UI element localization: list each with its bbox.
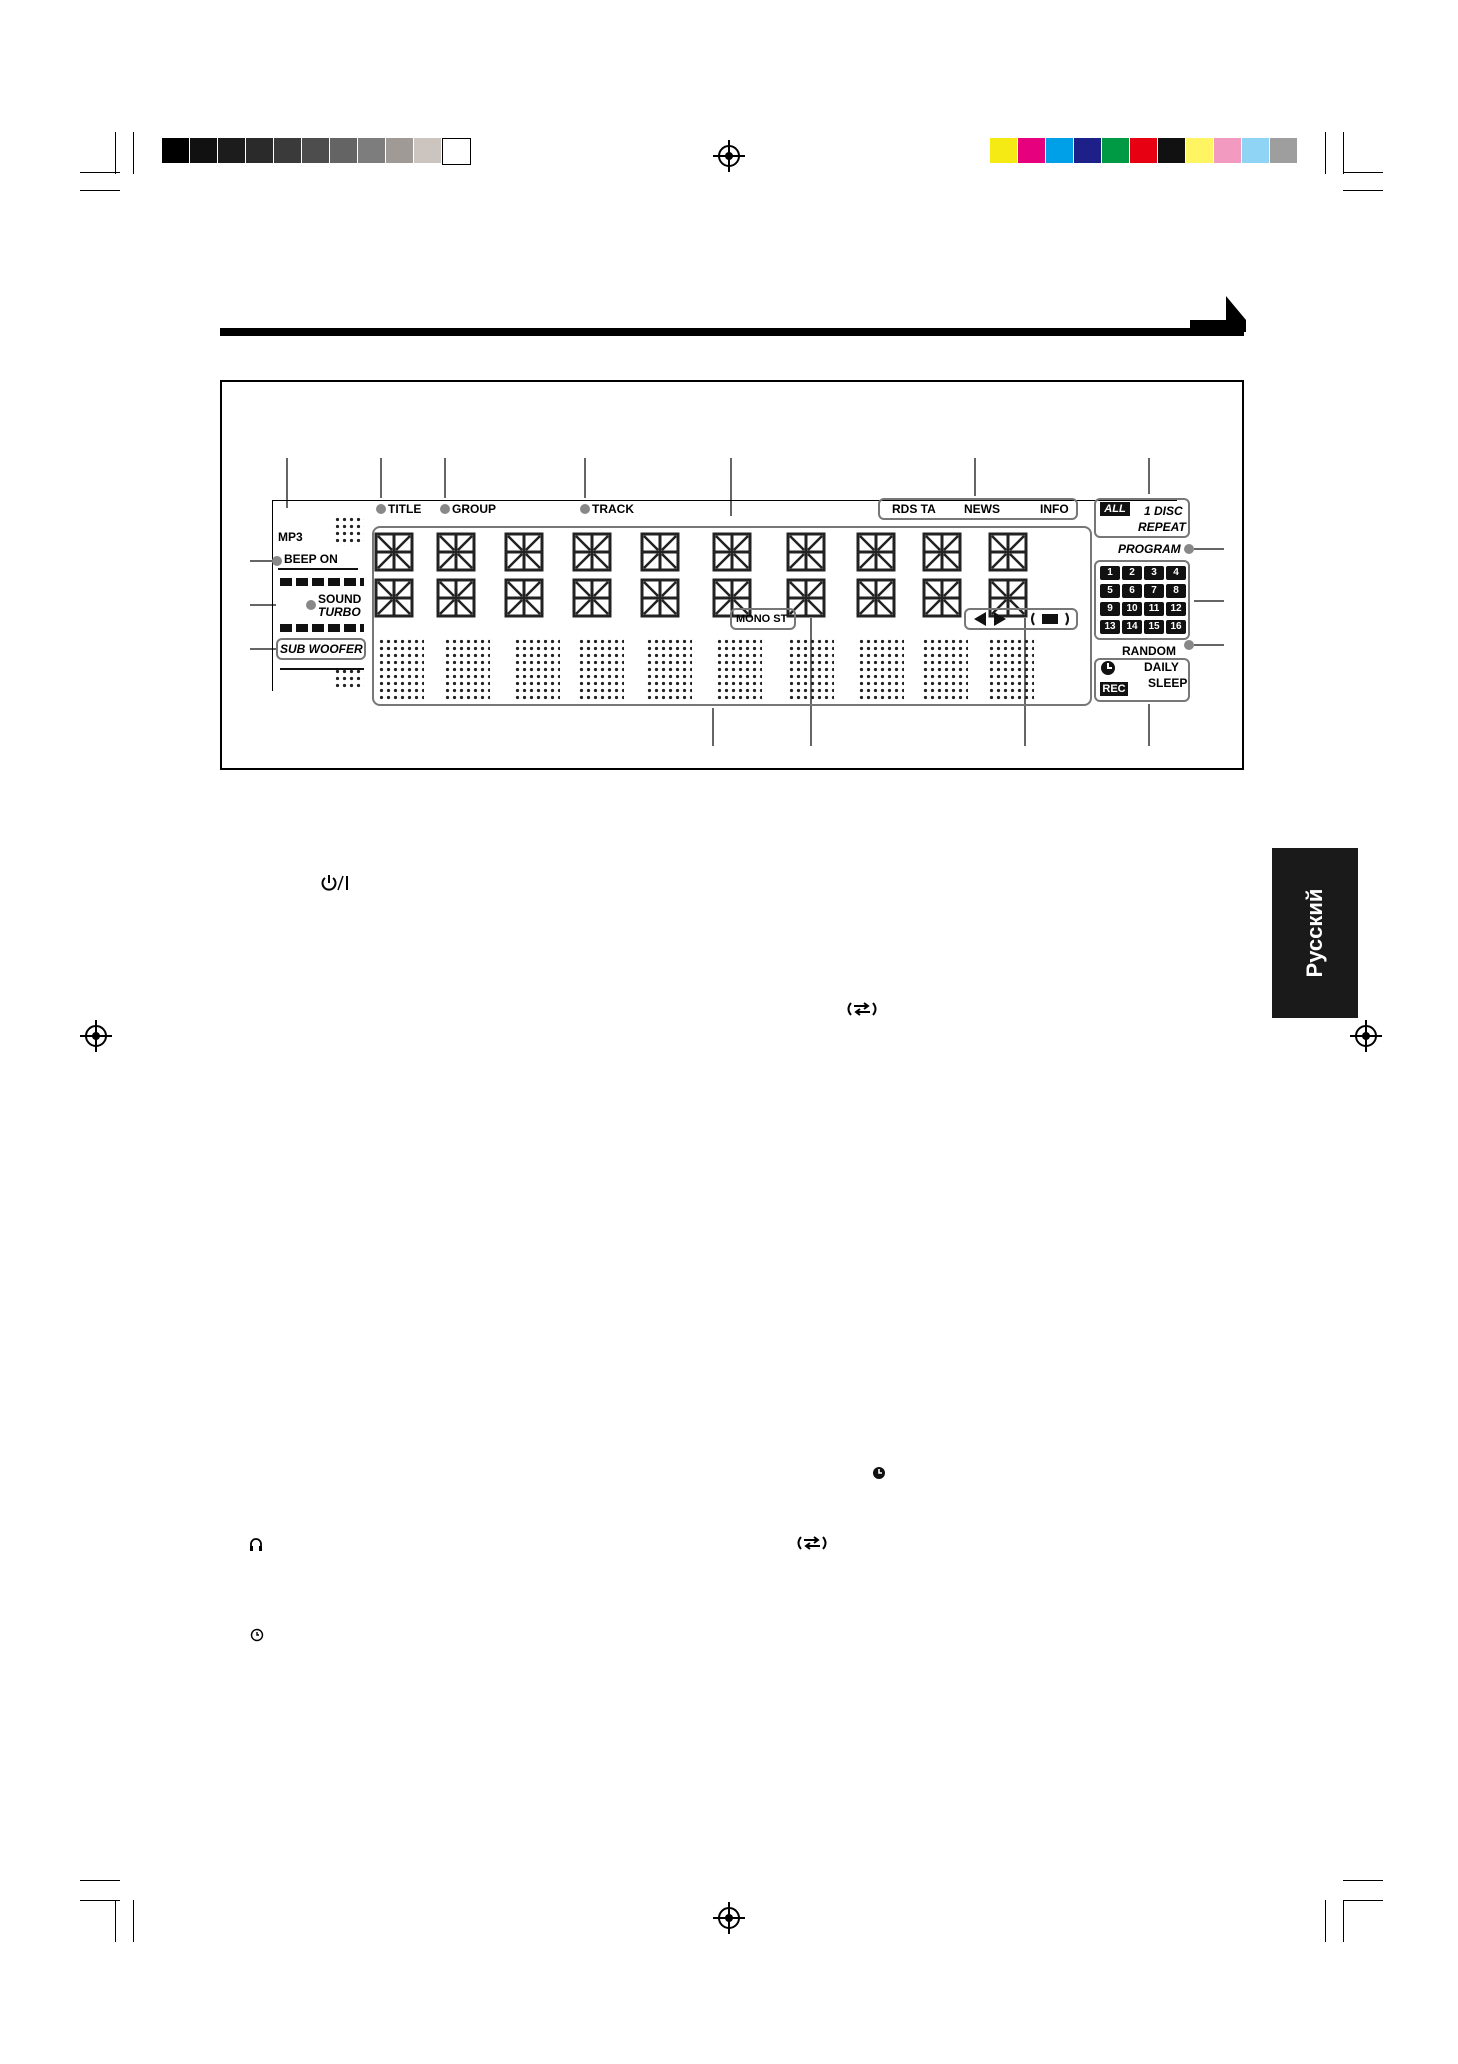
segment-character — [504, 532, 544, 572]
crop-mark — [80, 1880, 120, 1881]
section-rule — [220, 328, 1244, 336]
continue-arrow-icon — [1190, 296, 1246, 332]
segment-character — [640, 578, 680, 618]
color-swatch — [1270, 138, 1297, 163]
program-number: 1 — [1100, 566, 1120, 580]
segment-character — [856, 532, 896, 572]
program-number: 9 — [1100, 602, 1120, 616]
sound-indicator: SOUND — [318, 592, 362, 606]
crop-mark — [1343, 1900, 1383, 1901]
language-tab — [1272, 848, 1358, 1018]
dot-matrix-character — [988, 638, 1034, 700]
power-standby-icon — [320, 874, 350, 892]
color-swatch — [1214, 138, 1241, 163]
crop-mark — [80, 1900, 120, 1901]
repeat-icon — [846, 1000, 878, 1018]
registration-mark-icon — [80, 1020, 112, 1052]
repeat-indicator: REPEAT — [1138, 520, 1186, 534]
segment-character — [572, 578, 612, 618]
color-swatch — [414, 138, 441, 163]
color-swatch — [1130, 138, 1157, 163]
dot-matrix-character — [716, 638, 762, 700]
turbo-indicator: TURBO — [318, 605, 361, 619]
color-swatch — [1046, 138, 1073, 163]
segment-character — [374, 532, 414, 572]
program-number: 14 — [1122, 620, 1142, 634]
sleep-indicator: SLEEP — [1148, 676, 1188, 690]
program-number: 8 — [1166, 584, 1186, 598]
mono-st-indicator: MONO ST — [736, 613, 788, 625]
left-right-arrows-icon — [974, 612, 1006, 626]
color-swatch — [302, 138, 329, 163]
random-indicator: RANDOM — [1122, 644, 1176, 658]
color-swatch — [162, 138, 189, 163]
news-indicator: NEWS — [964, 502, 1000, 516]
dot-matrix-character — [922, 638, 968, 700]
segment-character — [436, 578, 476, 618]
color-swatch — [1242, 138, 1269, 163]
crop-mark — [115, 1900, 116, 1942]
color-swatch — [1186, 138, 1213, 163]
crop-mark — [1325, 1900, 1326, 1942]
crop-mark — [1343, 132, 1344, 174]
program-number: 13 — [1100, 620, 1120, 634]
dot-matrix-character — [646, 638, 692, 700]
segment-character — [374, 578, 414, 618]
crop-mark — [1343, 1900, 1344, 1942]
segment-character — [504, 578, 544, 618]
crop-mark — [1343, 172, 1383, 173]
color-swatch — [1158, 138, 1185, 163]
group-indicator: GROUP — [452, 502, 497, 516]
registration-mark-icon — [713, 1902, 745, 1934]
crop-mark — [1325, 132, 1326, 174]
program-number: 12 — [1166, 602, 1186, 616]
one-disc-indicator: 1 DISC — [1144, 504, 1183, 518]
registration-mark-icon — [1350, 1020, 1382, 1052]
crop-mark — [115, 132, 116, 174]
crop-mark — [1343, 1880, 1383, 1881]
rec-indicator: REC — [1100, 682, 1128, 696]
clock-icon — [1100, 660, 1116, 676]
segment-character — [572, 532, 612, 572]
segment-character — [922, 532, 962, 572]
crop-mark — [80, 172, 120, 173]
timer-icon — [250, 1628, 264, 1642]
segment-character — [922, 578, 962, 618]
program-number: 16 — [1166, 620, 1186, 634]
crop-mark — [133, 132, 134, 174]
all-indicator: ALL — [1100, 502, 1130, 516]
program-number: 4 — [1166, 566, 1186, 580]
color-swatch — [330, 138, 357, 163]
color-swatch — [990, 138, 1017, 163]
segment-character — [436, 532, 476, 572]
clock-icon — [872, 1466, 886, 1480]
crop-mark — [80, 190, 120, 191]
color-swatch — [218, 138, 245, 163]
program-number: 6 — [1122, 584, 1142, 598]
repeat-icon — [1030, 612, 1070, 626]
title-indicator: TITLE — [388, 502, 422, 516]
color-swatch — [1074, 138, 1101, 163]
program-number: 15 — [1144, 620, 1164, 634]
info-indicator: INFO — [1040, 502, 1069, 516]
color-swatch — [190, 138, 217, 163]
crop-mark — [133, 1900, 134, 1942]
color-swatch — [1018, 138, 1045, 163]
segment-character — [856, 578, 896, 618]
program-number: 10 — [1122, 602, 1142, 616]
mp3-indicator: MP3 — [278, 530, 303, 544]
rds-ta-indicator: RDS TA — [892, 502, 936, 516]
track-indicator: TRACK — [592, 502, 634, 516]
registration-mark-icon — [713, 140, 745, 172]
daily-indicator: DAILY — [1144, 660, 1179, 674]
headphones-icon — [248, 1536, 264, 1552]
dot-matrix-character — [444, 638, 490, 700]
program-indicator: PROGRAM — [1118, 542, 1181, 556]
repeat-icon — [796, 1534, 828, 1552]
color-swatch — [246, 138, 273, 163]
language-tab-label: Русский — [1302, 888, 1327, 978]
segment-character — [988, 532, 1028, 572]
program-number: 3 — [1144, 566, 1164, 580]
color-swatch — [386, 138, 413, 163]
program-number: 11 — [1144, 602, 1164, 616]
program-number: 5 — [1100, 584, 1120, 598]
color-swatch — [442, 138, 471, 165]
dot-matrix-character — [378, 638, 424, 700]
segment-character — [712, 532, 752, 572]
program-number: 2 — [1122, 566, 1142, 580]
segment-character — [786, 532, 826, 572]
color-swatch — [358, 138, 385, 163]
subwoofer-indicator: SUB WOOFER — [280, 642, 363, 656]
crop-mark — [1343, 190, 1383, 191]
display-window-illustration — [220, 380, 1244, 770]
dot-matrix-character — [788, 638, 834, 700]
beep-on-indicator: BEEP ON — [284, 552, 338, 566]
program-number: 7 — [1144, 584, 1164, 598]
dot-matrix-character — [858, 638, 904, 700]
color-swatch — [274, 138, 301, 163]
segment-character — [640, 532, 680, 572]
color-swatch — [1102, 138, 1129, 163]
dot-matrix-character — [514, 638, 560, 700]
dot-matrix-character — [578, 638, 624, 700]
